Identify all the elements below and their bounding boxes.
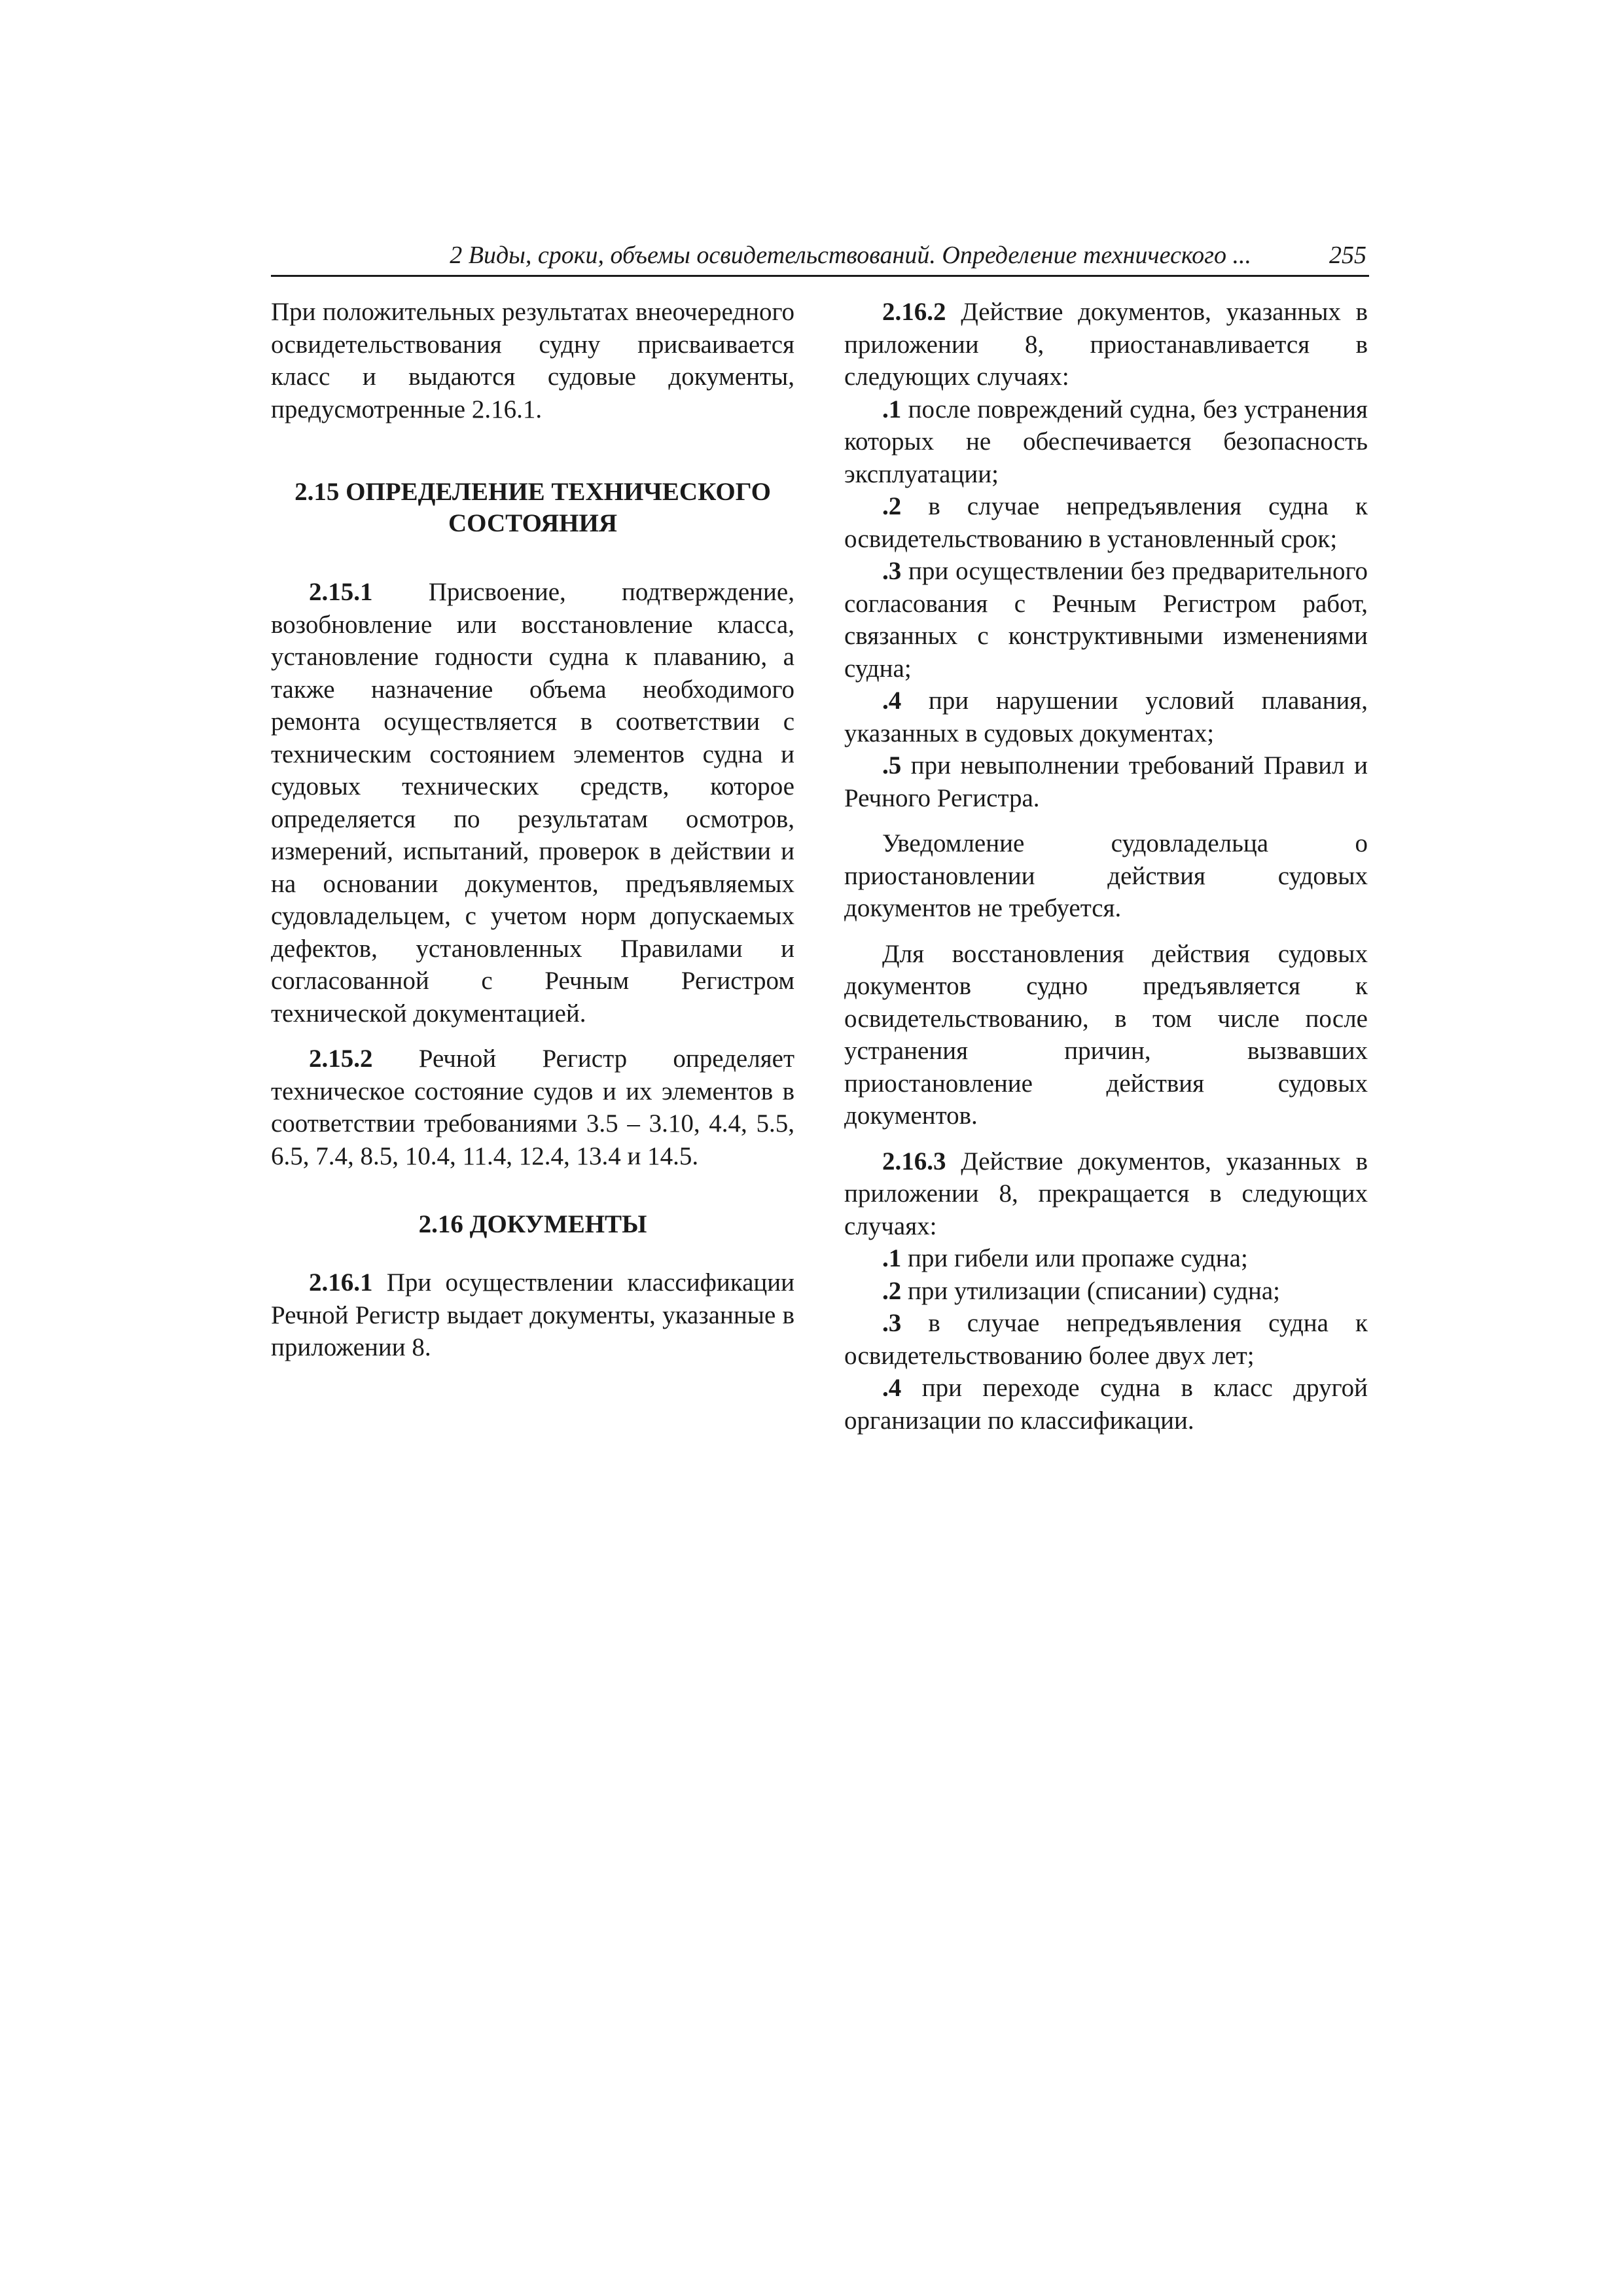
notice-paragraph: Уведомление судовладельца о приостановлении действия судовых документов не требуется. xyxy=(844,829,1368,922)
clause-number: 2.16.2 xyxy=(882,298,946,326)
paragraph-2-15-2 xyxy=(271,1043,794,1172)
item-number: .4 xyxy=(882,1374,902,1402)
item-number: .1 xyxy=(882,1244,902,1272)
clause-text: Присвоение, подтверждение, возобновление или восстановление класса, установление годности судна к плаванию, а также назначение объема необходимого ремонта осуществляется в соответствии с техническим состоянием элементов судна и судовых технических средств, которое определяется по результатам осмотров, измерений, испытаний, проверок в действии и на основании документов, предъявляемых судовладельцем, с учетом норм допускаемых дефектов, установленных Правилами и согласованной с Речным Регистром технической документацией. xyxy=(271,578,794,1028)
item-text: при утилизации (списании) судна; xyxy=(901,1276,1281,1305)
item-text: при переходе судна в класс другой организации по классификации. xyxy=(844,1374,1368,1435)
restore-paragraph: Для восстановления действия судовых документов судно предъявляется к освидетельствованию, в том числе после устранения причин, вызвавших приостановление действия судовых документов. xyxy=(844,939,1368,1130)
intro-paragraph: При положительных результатах внеочередного освидетельствования судну присваивается класс и выдаются судовые документы, предусмотренные 2.16.1. xyxy=(271,298,794,423)
item-number: .4 xyxy=(882,687,902,715)
paragraph-2-16-3 xyxy=(844,1145,1368,1243)
item-number: .5 xyxy=(882,751,902,780)
list-item xyxy=(844,685,1368,749)
list-item xyxy=(844,1307,1368,1372)
paragraph-2-16-1 xyxy=(271,1266,794,1364)
item-number: .1 xyxy=(882,395,902,423)
list-item xyxy=(844,1372,1368,1437)
item-number: .2 xyxy=(882,1276,902,1305)
clause-text: Действие документов, указанных в приложении 8, прекращается в следующих случаях: xyxy=(844,1147,1368,1240)
item-text: после повреждений судна, без устранения которых не обеспечивается безопасность эксплуатации; xyxy=(844,395,1368,488)
list-item xyxy=(844,555,1368,685)
left-column xyxy=(271,296,794,1364)
item-number: .3 xyxy=(882,557,902,585)
list-item xyxy=(844,1242,1368,1275)
paragraph-2-15-1 xyxy=(271,576,794,1030)
clause-text: Речной Регистр определяет техническое состояние судов и их элементов в соответствии требованиями 3.5 – 3.10, 4.4, 5.5, 6.5, 7.4, 8.5, 10.4, 11.4, 12.4, 13.4 и 14.5. xyxy=(271,1045,794,1170)
clause-number: 2.16.3 xyxy=(882,1147,946,1175)
item-text: при гибели или пропаже судна; xyxy=(901,1244,1248,1272)
clause-text: Действие документов, указанных в приложении 8, приостанавливается в следующих случаях: xyxy=(844,298,1368,391)
right-column xyxy=(844,296,1368,1437)
item-number: .3 xyxy=(882,1309,902,1337)
list-item xyxy=(844,393,1368,491)
item-number: .2 xyxy=(882,492,902,520)
item-text: в случае непредъявления судна к освидетельствованию более двух лет; xyxy=(844,1309,1368,1370)
running-header xyxy=(271,238,1369,277)
item-text: при невыполнении требований Правил и Речного Регистра. xyxy=(844,751,1368,812)
page-number: 255 xyxy=(1329,242,1366,269)
list-item xyxy=(844,490,1368,555)
clause-number: 2.16.1 xyxy=(309,1268,373,1297)
clause-number: 2.15.1 xyxy=(309,578,373,606)
list-item xyxy=(844,1275,1368,1308)
item-text: в случае непредъявления судна к освидетельствованию в установленный срок; xyxy=(844,492,1368,553)
paragraph-2-16-2 xyxy=(844,296,1368,393)
section-heading-2-16: 2.16 ДОКУМЕНТЫ xyxy=(418,1210,647,1238)
section-heading-2-15: 2.15 ОПРЕДЕЛЕНИЕ ТЕХНИЧЕСКОГО СОСТОЯНИЯ xyxy=(294,478,771,537)
item-text: при осуществлении без предварительного согласования с Речным Регистром работ, связанных с конструктивными изменениями судна; xyxy=(844,557,1368,683)
clause-number: 2.15.2 xyxy=(309,1045,373,1073)
list-item xyxy=(844,749,1368,814)
clause-text: При осуществлении классификации Речной Регистр выдает документы, указанные в приложении 8. xyxy=(271,1268,794,1361)
running-header-title: 2 Виды, сроки, объемы освидетельствований. Определение технического ... xyxy=(450,242,1251,269)
item-text: при нарушении условий плавания, указанных в судовых документах; xyxy=(844,687,1368,747)
